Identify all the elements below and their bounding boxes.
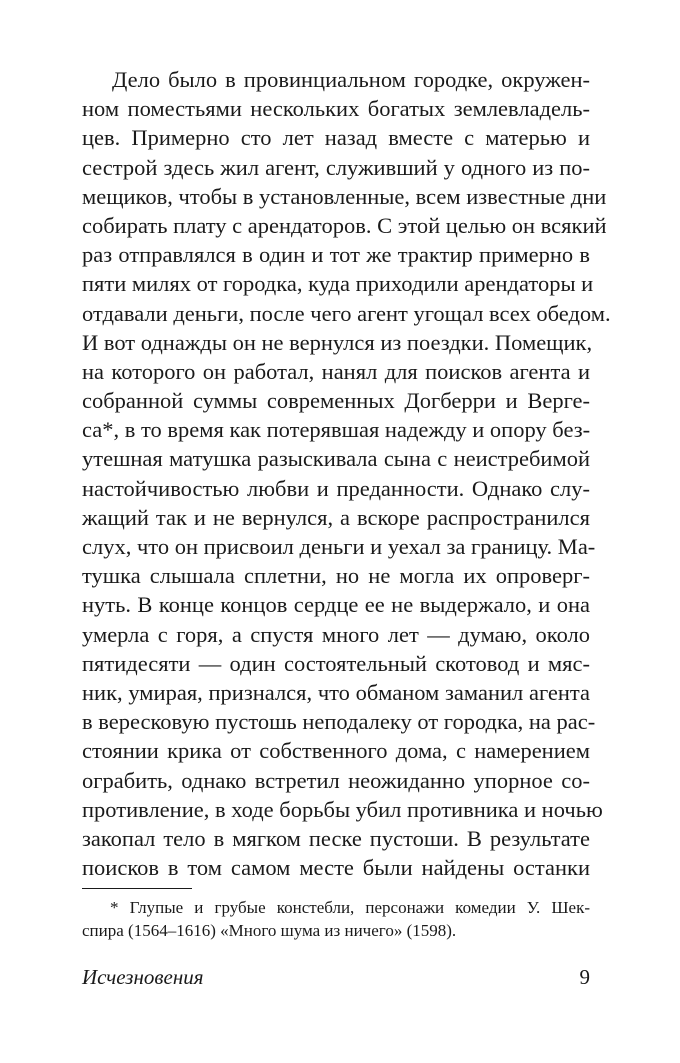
footnote-line: * Глупые и грубые констебли, персонажи комедии У. Шек-: [110, 898, 590, 917]
text-line: стоянии крика от собственного дома, с намерением: [82, 738, 590, 764]
text-line: умерла с горя, а спустя много лет — думаю, около: [82, 621, 590, 647]
text-line: тушка слышала сплетни, но не могла их опроверг-: [82, 563, 590, 589]
text-line: собирать плату с арендаторов. С этой целью он всякий: [82, 212, 607, 238]
text-line: отдавали деньги, после чего агент угощал всех обедом.: [82, 300, 611, 326]
text-line: слух, что он присвоил деньги и уехал за границу. Ма-: [82, 534, 596, 559]
text-line: са*, в то время как потерявшая надежду и опору без-: [82, 417, 591, 443]
main-text: [82, 65, 611, 882]
footnote-line: спира (1564–1616) «Много шума из ничего» (1598).: [82, 921, 457, 940]
footnote-divider: [82, 888, 192, 889]
text-line: мещиков, чтобы в установленные, всем известные дни: [82, 183, 607, 209]
footnote: [82, 896, 590, 942]
text-line: на которого он работал, нанял для поисков агента и: [82, 358, 590, 384]
text-line: ограбить, однако встретил неожиданно упорное со-: [82, 767, 590, 793]
text-line: ном поместьями нескольких богатых землевладель-: [82, 96, 590, 122]
text-line: сестрой здесь жил агент, служивший у одного из по-: [82, 154, 590, 180]
text-line: ник, умирая, признался, что обманом заманил агента: [82, 679, 590, 705]
text-line: настойчивостью любви и преданности. Однако слу-: [82, 475, 590, 501]
text-line: нуть. В конце концов сердце ее не выдержало, и она: [82, 592, 590, 618]
text-line: пятидесяти — один состоятельный скотовод и мяс-: [82, 650, 590, 676]
text-line: поисков в том самом месте были найдены останки: [82, 855, 590, 881]
text-line: собранной суммы современных Догберри и Верге-: [82, 388, 590, 414]
text-line: цев. Примерно сто лет назад вместе с матерью и: [82, 125, 590, 151]
text-line: закопал тело в мягком песке пустоши. В результате: [82, 825, 590, 851]
text-line: жащий так и не вернулся, а вскоре распространился: [82, 504, 590, 530]
text-line: противление, в ходе борьбы убил противника и ночью: [82, 796, 603, 822]
text-line: в вересковую пустошь неподалеку от городка, на рас-: [82, 709, 596, 735]
text-line: раз отправлялся в один и тот же трактир примерно в: [82, 242, 590, 268]
text-line: пяти милях от городка, куда приходили арендаторы и: [82, 271, 594, 297]
text-line: И вот однажды он не вернулся из поездки. Помещик,: [82, 329, 593, 355]
running-title: Исчезновения: [82, 965, 204, 989]
page-number: 9: [579, 965, 590, 989]
text-line: Дело было в провинциальном городке, окружен-: [112, 67, 590, 92]
text-line: утешная матушка разыскивала сына с неистребимой: [82, 446, 590, 472]
page-footer: [82, 962, 590, 992]
